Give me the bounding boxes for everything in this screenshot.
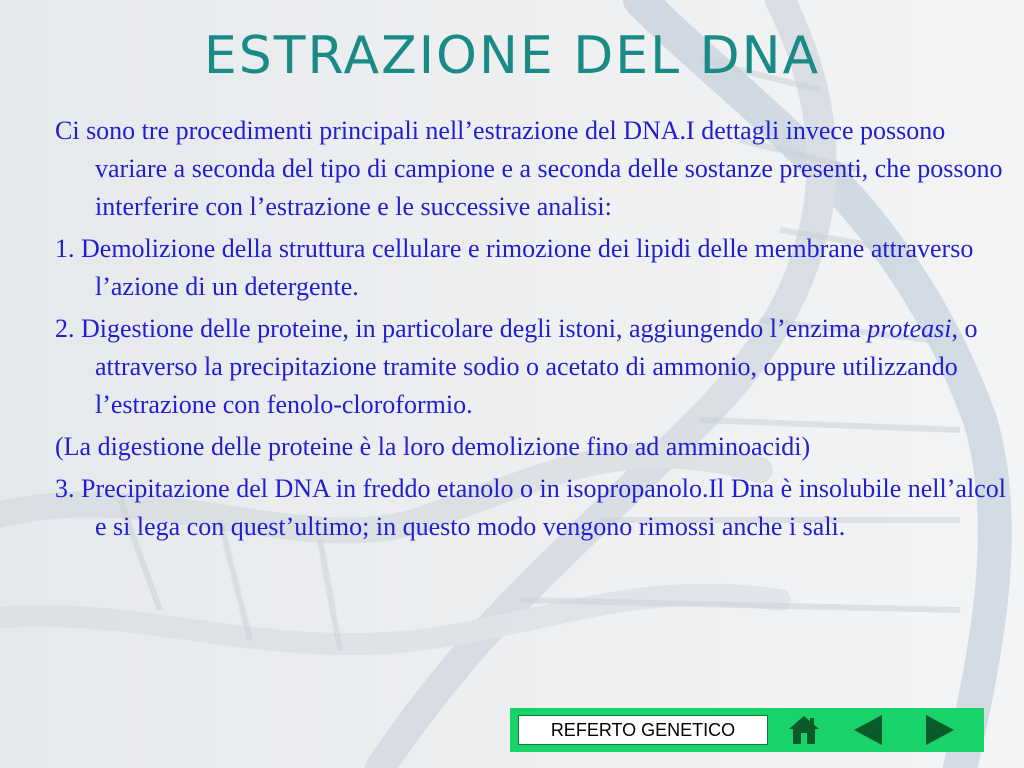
slide-title: ESTRAZIONE DEL DNA [203, 26, 821, 86]
note-text: (La digestione delle proteine è la loro demolizione fino ad amminoacidi) [55, 432, 811, 461]
step-2-text-continued: , o attraverso la precipitazione tramite sodio o acetato di ammonio, oppure utilizzando l’estrazione con fenolo-cloroformio. [95, 314, 978, 419]
arrow-right-icon [922, 712, 958, 748]
home-icon [786, 712, 822, 748]
step-1-text: 1. Demolizione della struttura cellulare e rimozione dei lipidi delle membrane attraverso l’azione di un detergente. [55, 234, 974, 301]
arrow-left-icon [850, 712, 886, 748]
slide-body [55, 112, 1015, 550]
next-slide-button[interactable] [922, 712, 958, 748]
note-paragraph [55, 428, 1015, 466]
previous-slide-button[interactable] [850, 712, 886, 748]
navigation-bar [510, 708, 984, 752]
step-3-text: 3. Precipitazione del DNA in freddo etanolo o in isopropanolo.Il Dna è insolubile nell’alcol e si lega con quest’ultimo; in questo modo vengono rimossi anche i sali. [55, 474, 1006, 541]
step-1-paragraph [55, 230, 1015, 306]
step-2-text: 2. Digestione delle proteine, in particolare degli istoni, aggiungendo l’enzima [55, 314, 868, 343]
referto-genetico-link[interactable]: REFERTO GENETICO [518, 715, 768, 745]
intro-text: Ci sono tre procedimenti principali nell’estrazione del DNA.I dettagli invece possono variare a seconda del tipo di campione e a seconda delle sostanze presenti, che possono interferire con l’estrazione e le successive analisi: [55, 116, 1003, 221]
intro-paragraph [55, 112, 1015, 226]
step-2-paragraph [55, 310, 1015, 424]
proteasi-term: proteasi [867, 314, 952, 343]
home-button[interactable] [786, 712, 822, 748]
step-3-paragraph [55, 470, 1015, 546]
